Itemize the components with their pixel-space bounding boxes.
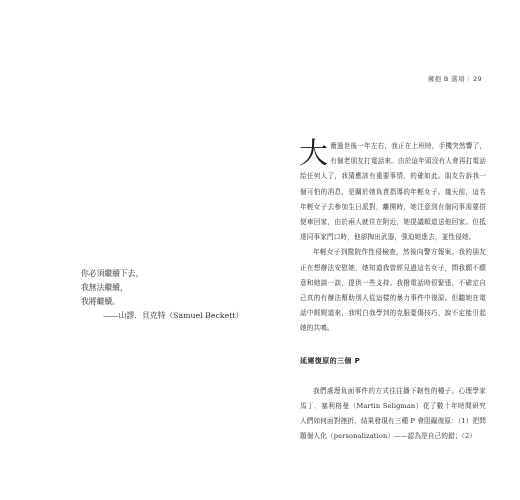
epigraph-line: 我將繼續。 [81, 297, 120, 306]
section-heading: 延遲復原的三個 P [300, 356, 361, 365]
paragraph [299, 136, 486, 245]
running-header [428, 74, 482, 83]
header-separator: | [467, 75, 471, 83]
main-text [299, 136, 486, 445]
epigraph-attribution: ——山謬．貝克特（Samuel Beckett） [103, 311, 244, 320]
epigraph [81, 267, 261, 323]
epigraph-line: 你必須繼續下去， [81, 269, 144, 278]
paragraph-text: 衛過世後一年左右，我正在上班時，手機突然響了，有個老朋友打電話來。由於這年頭沒有人會再打電話給任何人了，我猜應該有重要事情，的確如此。朋友告訴我一個可怕的消息，是關於她負責指導的年輕女子。幾天前，這名年輕女子去參加生日派對，離開時，她注意到有個同事需要搭便車回家，由於兩人就住在附近，她提議順道送他回家。但抵達同事家門口時，他卻掏出武器，強迫她進去，並性侵她。 [300, 142, 486, 242]
paragraph: 年輕女子到醫院作性侵檢查，然後向警方報案。我的朋友正在想辦法安慰她，她知道我曾經見過這名女子，問我願不願意和她談一談，提供一些支持。我撥電話時很緊張，不確定自己真的有辦法幫助別人從這樣的暴力事件中復原。但聽她在電話中娓娓道來，我明白我學到的克服憂傷技巧，說不定能引起她的共鳴。 [300, 248, 486, 333]
paragraph: 我們處理負面事件的方式往往播下韌性的種子。心理學家馬丁．塞利格曼（Martin Seligman）花了數十年時間研究人們如何面對挫折，結果發現有三種 P 會阻礙復原：（1）把問題個人化（personalization）——認為是自己的錯；（2） [300, 386, 486, 441]
drop-cap: 大 [299, 136, 329, 170]
page-number: 29 [473, 75, 482, 83]
chapter-title: 擁抱 B 選項 [427, 75, 465, 83]
epigraph-line: 我無法繼續， [81, 283, 128, 292]
